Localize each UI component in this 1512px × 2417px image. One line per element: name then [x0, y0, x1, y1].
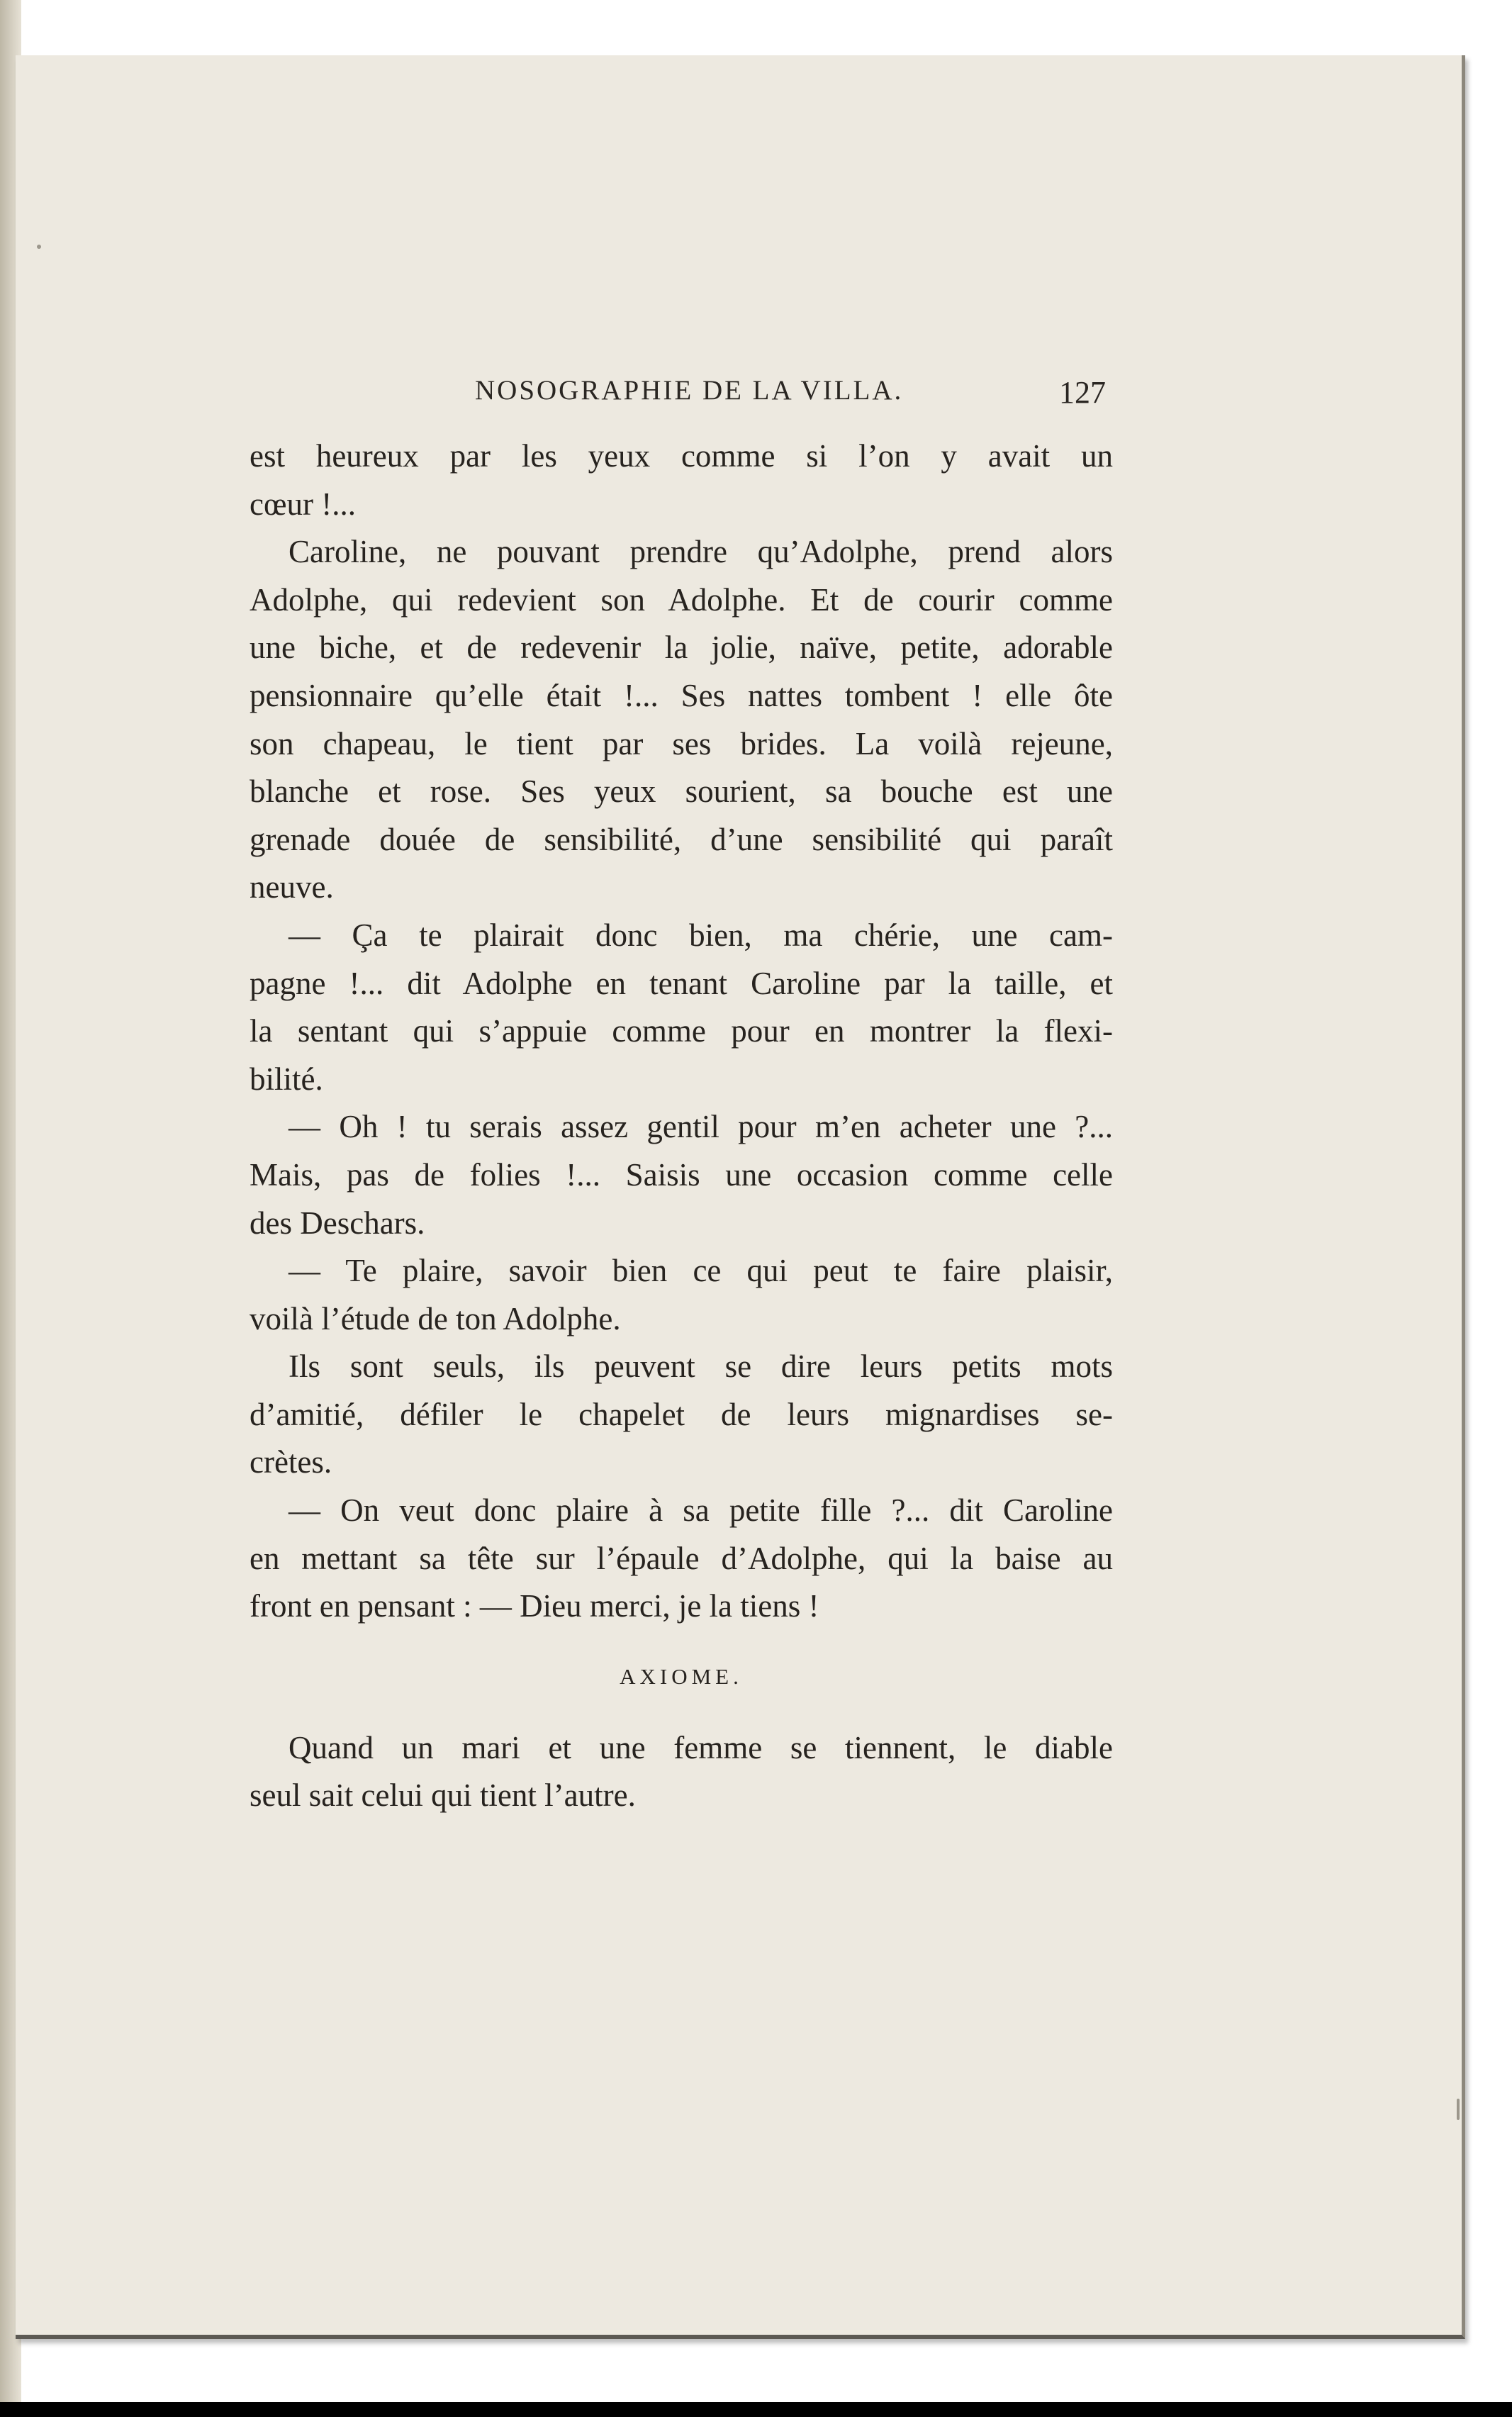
text-line: cœur !...: [250, 486, 356, 522]
text-line: Ils sont seuls, ils peuvent se dire leurs petits mots: [289, 1349, 1113, 1385]
scan-border: [0, 2402, 1512, 2417]
text-line: est heureux par les yeux comme si l’on y avait un: [250, 438, 1113, 474]
text-line: grenade douée de sensibilité, d’une sensibilité qui paraît: [250, 821, 1113, 857]
text-line: blanche et rose. Ses yeux sourient, sa bouche est une: [250, 774, 1113, 810]
running-head: [241, 374, 1106, 417]
text-line: — Oh ! tu serais assez gentil pour m’en acheter une ?...: [289, 1109, 1113, 1145]
text-line: en mettant sa tête sur l’épaule d’Adolphe, qui la baise au: [250, 1540, 1113, 1576]
section-heading: AXIOME.: [620, 1663, 743, 1689]
text-line: une biche, et de redevenir la jolie, naïve, petite, adorable: [250, 630, 1113, 666]
text-line: voilà l’étude de ton Adolphe.: [250, 1300, 621, 1336]
text-line: d’amitié, défiler le chapelet de leurs mignardises se-: [250, 1396, 1113, 1432]
text-line: la sentant qui s’appuie comme pour en montrer la flexi-: [250, 1013, 1113, 1049]
running-title: NOSOGRAPHIE DE LA VILLA.: [475, 375, 904, 406]
paper-speck: [1457, 2099, 1460, 2120]
text-line: front en pensant : — Dieu merci, je la tiens !: [250, 1588, 819, 1624]
body-text: [250, 432, 1113, 1820]
text-line: crètes.: [250, 1444, 332, 1480]
text-line: — On veut donc plaire à sa petite fille ?... dit Caroline: [289, 1492, 1113, 1529]
text-line: son chapeau, le tient par ses brides. La voilà rejeune,: [250, 725, 1113, 761]
text-line: des Deschars.: [250, 1205, 425, 1241]
text-line: — Ça te plairait donc bien, ma chérie, une cam-: [289, 917, 1113, 953]
text-line: Mais, pas de folies !... Saisis une occasion comme celle: [250, 1156, 1113, 1193]
text-line: pagne !... dit Adolphe en tenant Caroline par la taille, et: [250, 965, 1113, 1001]
text-line: Adolphe, qui redevient son Adolphe. Et de courir comme: [250, 581, 1113, 618]
text-line: neuve.: [250, 869, 334, 905]
text-line: seul sait celui qui tient l’autre.: [250, 1777, 636, 1814]
text-line: Quand un mari et une femme se tiennent, le diable: [289, 1729, 1113, 1765]
text-line: — Te plaire, savoir bien ce qui peut te faire plaisir,: [289, 1253, 1113, 1289]
text-line: bilité.: [250, 1061, 323, 1097]
page-number: 127: [1059, 375, 1106, 410]
text-line: Caroline, ne pouvant prendre qu’Adolphe, prend alors: [289, 534, 1113, 570]
paper-speck: [37, 245, 41, 249]
text-line: pensionnaire qu’elle était !... Ses nattes tombent ! elle ôte: [250, 677, 1113, 713]
